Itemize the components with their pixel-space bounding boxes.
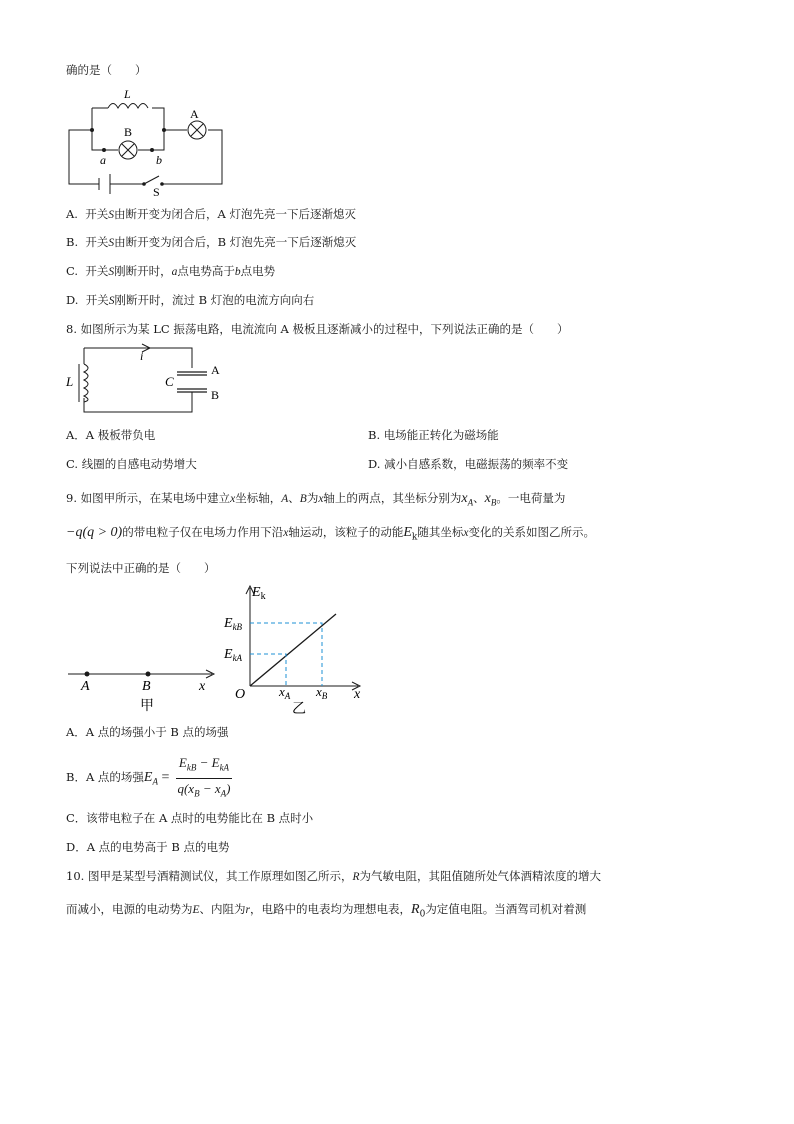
q7-option-c: C. 开关S刚断开时，a点电势高于b点电势 (66, 264, 276, 278)
q9-figure-yi (218, 582, 368, 717)
q8-option-c: C. 线圈的自感电动势增大 (66, 457, 197, 471)
q9-figure-jia (64, 664, 224, 714)
q9-option-a: A．A 点的场强小于 B 点的场强 (66, 725, 229, 739)
q9-yi-label-xb: $x_B$ (316, 684, 328, 701)
q9-option-b: B．A 点的场强$E_A$ = $\frac{E_{kB} - E_{kA}}{q(x_B - x_A)}$ (66, 755, 231, 799)
q9-jia-caption: 甲 (140, 699, 154, 714)
q9-stem-line-1: 9. 如图甲所示，在某电场中建立x坐标轴，A、B为x轴上的两点，其坐标分别为$x_A$、$x_B$。一电荷量为 (66, 491, 566, 508)
q8-option-b: B. 电场能正转化为磁场能 (368, 428, 499, 442)
q7-option-b: B. 开关S由断开变为闭合后，B 灯泡先亮一下后逐渐熄灭 (66, 235, 357, 249)
q7-option-d: D. 开关S刚断开时，流过 B 灯泡的电流方向向右 (66, 293, 315, 307)
q7-label-B: B (124, 125, 133, 139)
q7-label-L: L (124, 87, 131, 101)
q8-label-A: A (211, 363, 220, 377)
q10-stem-line-1: 10. 图甲是某型号酒精测试仪，其工作原理如图乙所示，R为气敏电阻，其阻值随所处气体酒精浓度的增大 (66, 869, 601, 883)
q9-jia-label-A: A (81, 679, 90, 694)
q7-stem-tail: 确的是（ ） (66, 63, 147, 77)
q9-yi-label-ekb: $E_{kB}$ (224, 616, 243, 632)
q8-label-B: B (211, 388, 220, 402)
q9-yi-label-xa: $x_A$ (279, 684, 291, 701)
q8-option-a: A．A 极板带负电 (66, 428, 156, 442)
q7-label-A: A (190, 107, 199, 121)
q9-yi-axis-x: x (354, 687, 361, 702)
q8-label-L: L (66, 374, 74, 389)
q9-jia-label-x: x (199, 679, 206, 694)
q7-label-S: S (153, 185, 160, 199)
q9-yi-caption: 乙 (292, 702, 306, 717)
q9-option-c: C．该带电粒子在 A 点时的电势能比在 B 点时小 (66, 811, 314, 825)
q10-stem-line-2: 而减小，电源的电动势为E、内阻为r，电路中的电表均为理想电表，$R_0$为定值电阻。当酒驾司机对着测 (66, 902, 587, 920)
q8-stem: 8. 如图所示为某 LC 振荡电路，电流流向 A 极板且逐渐减小的过程中，下列说法正确的是（ ） (66, 322, 569, 336)
q9-yi-origin: O (235, 687, 246, 702)
q9-option-d: D．A 点的电势高于 B 点的电势 (66, 840, 230, 854)
q7-label-a: a (100, 153, 106, 167)
q7-circuit-figure (64, 87, 229, 199)
q9-yi-label-eka: $E_{kA}$ (224, 647, 243, 663)
q9-stem-line-2: −q(q > 0)的带电粒子仅在电场力作用下沿x轴运动，该粒子的动能$E_k$随其坐标x变化的关系如图乙所示。 (66, 525, 595, 543)
q9-jia-label-B: B (142, 679, 151, 694)
q7-option-a: A. 开关S由断开变为闭合后，A 灯泡先亮一下后逐渐熄灭 (66, 207, 356, 221)
q8-option-d: D. 减小自感系数，电磁振荡的频率不变 (368, 457, 569, 471)
q8-lc-circuit-figure (64, 344, 224, 416)
q8-label-C: C (165, 374, 174, 389)
q7-label-b: b (156, 153, 162, 167)
q9-stem-line-3: 下列说法中正确的是（ ） (66, 561, 216, 575)
q8-label-i: i (140, 349, 144, 363)
q9-yi-axis-ek: $E_k$ (252, 585, 266, 602)
